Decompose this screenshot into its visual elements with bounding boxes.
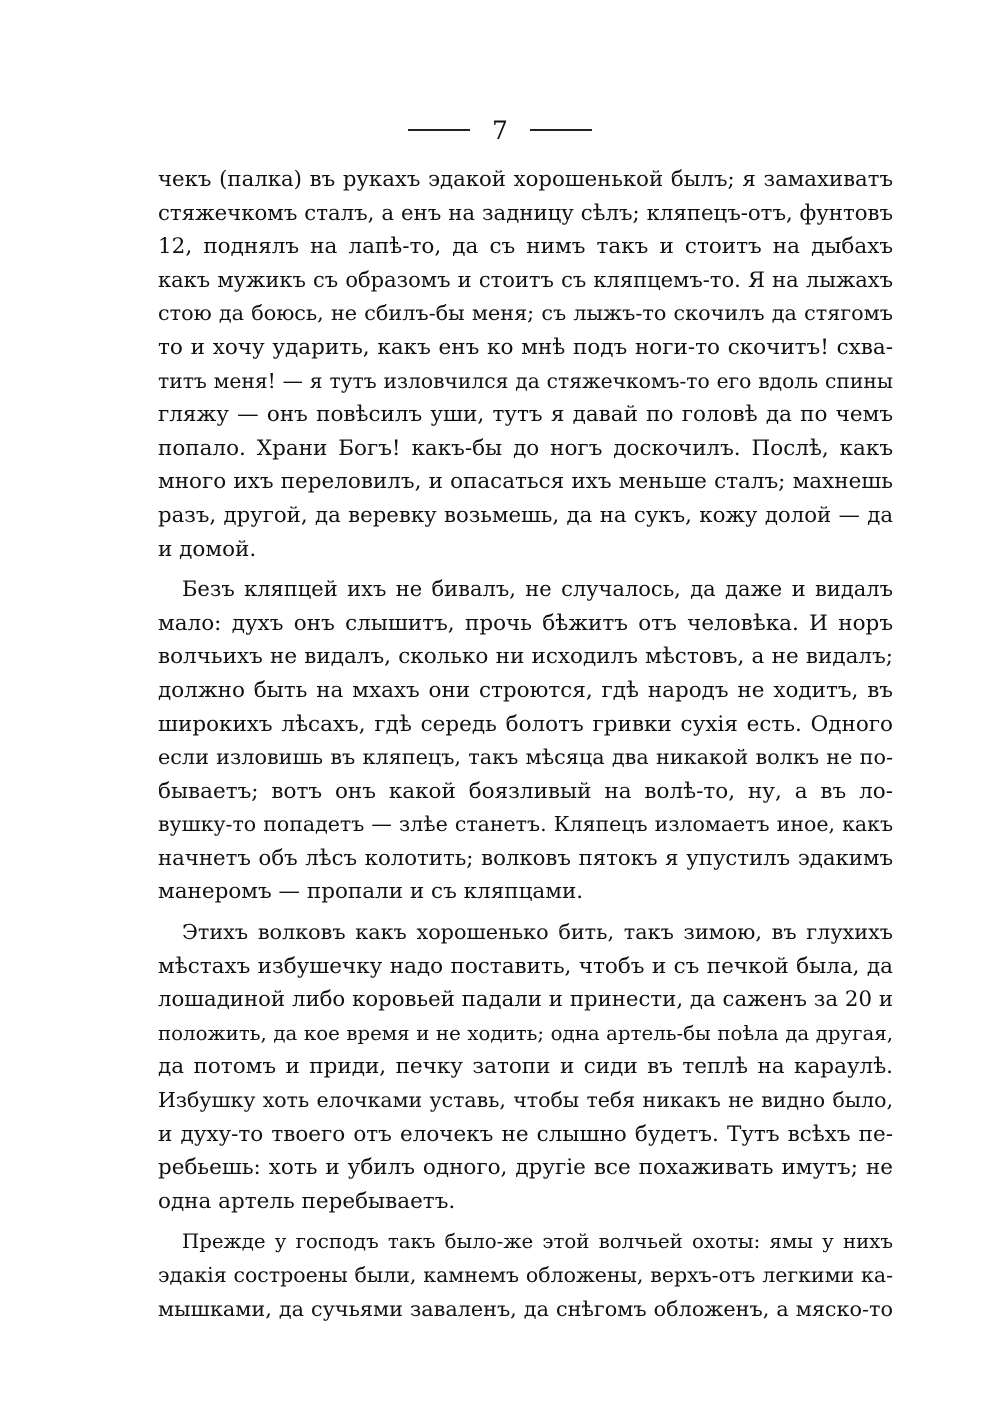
paragraph-gap [158, 909, 893, 916]
text-line: Безъ кляпцей ихъ не бивалъ, не случалось, да даже и видалъ [182, 577, 893, 602]
header-left-rule [408, 129, 470, 131]
text-line: лошадиной либо коровьей падали и принести, да саженъ за 20 и [158, 987, 893, 1013]
page-number: 7 [492, 115, 508, 145]
text-line: стяжечкомъ сталъ, а енъ на задницу сѣлъ; кляпецъ-отъ, фунтовъ [158, 200, 893, 226]
text-line: то и хочу ударить, какъ енъ ко мнѣ подъ ноги-то скочитъ! схва- [158, 334, 893, 360]
text-line: ребьешь: хоть и убилъ одного, другіе все похаживать имутъ; не [158, 1155, 893, 1181]
text-line: если изловишь въ кляпецъ, такъ мѣсяца два никакой волкъ не по- [158, 745, 893, 770]
paragraph-2 [158, 573, 893, 909]
paragraph-1 [158, 163, 893, 566]
text-line: начнетъ объ лѣсъ колотить; волковъ пятокъ я упустилъ эдакимъ [158, 845, 893, 871]
paragraph-4 [158, 1225, 893, 1326]
text-line: какъ мужикъ съ образомъ и стоитъ съ кляпцемъ-то. Я на лыжахъ [158, 267, 893, 292]
paragraph-gap [158, 1218, 893, 1225]
body-text [158, 163, 893, 1326]
page-header [0, 112, 1000, 148]
text-line: широкихъ лѣсахъ, гдѣ середь болотъ гривки сухія есть. Одного [158, 711, 893, 737]
text-line: мѣстахъ избушечку надо поставить, чтобъ и съ печкой была, да [158, 953, 893, 979]
text-line: бываетъ; вотъ онъ какой боязливый на волѣ-то, ну, а въ ло- [158, 778, 893, 804]
text-line: стою да боюсь, не сбилъ-бы меня; съ лыжъ-то скочилъ да стягомъ [158, 301, 893, 326]
text-line: попало. Храни Богъ! какъ-бы до ногъ доскочилъ. Послѣ, какъ [158, 435, 893, 461]
text-line: эдакія состроены были, камнемъ обложены, верхъ-отъ легкими ка- [158, 1263, 893, 1287]
text-line: 12, поднялъ на лапѣ-то, да съ нимъ такъ и стоитъ на дыбахъ [158, 234, 893, 260]
text-line: положить, да кое время и не ходить; одна артель-бы поѣла да другая, [158, 1021, 893, 1045]
text-line: Избушку хоть елочками уставь, чтобы тебя никакъ не видно было, [158, 1088, 893, 1113]
text-line: манеромъ — пропали и съ кляпцами. [158, 879, 584, 905]
text-line: волчьихъ не видалъ, сколько ни исходилъ мѣстовъ, а не видалъ; [158, 644, 893, 670]
paragraph-gap [158, 566, 893, 573]
text-line: Прежде у господъ такъ было-же этой волчьей охоты: ямы у нихъ [182, 1230, 893, 1254]
header-right-rule [530, 129, 592, 131]
text-line: чекъ (палка) въ рукахъ эдакой хорошенькой былъ; я замахиватъ [158, 167, 893, 192]
text-line: должно быть на мхахъ они строются, гдѣ народъ не ходитъ, въ [158, 677, 893, 703]
text-line: мышками, да сучьями заваленъ, да снѣгомъ обложенъ, а мяско-то [158, 1296, 893, 1321]
text-line: разъ, другой, да веревку возьмешь, да на сукъ, кожу долой — да [158, 502, 893, 528]
text-line: да потомъ и приди, печку затопи и сиди въ теплѣ на караулѣ. [158, 1054, 893, 1080]
text-line: гляжу — онъ повѣсилъ уши, тутъ я давай по головѣ да по чемъ [158, 402, 893, 428]
text-line: титъ меня! — я тутъ изловчился да стяжечкомъ-то его вдоль спины [158, 368, 893, 393]
text-line: мало: духъ онъ слышитъ, прочь бѣжитъ отъ человѣка. И норъ [158, 610, 893, 636]
paragraph-3 [158, 916, 893, 1218]
text-line: и домой. [158, 536, 257, 562]
text-line: одна артель перебываетъ. [158, 1188, 456, 1214]
text-line: много ихъ переловилъ, и опасаться ихъ меньше сталъ; махнешь [158, 469, 893, 495]
text-line: вушку-то попадетъ — злѣе станетъ. Кляпецъ изломаетъ иное, какъ [158, 812, 893, 837]
text-line: Этихъ волковъ какъ хорошенько бить, такъ зимою, въ глухихъ [182, 920, 893, 945]
text-line: и духу-то твоего отъ елочекъ не слышно будетъ. Тутъ всѣхъ пе- [158, 1121, 893, 1147]
